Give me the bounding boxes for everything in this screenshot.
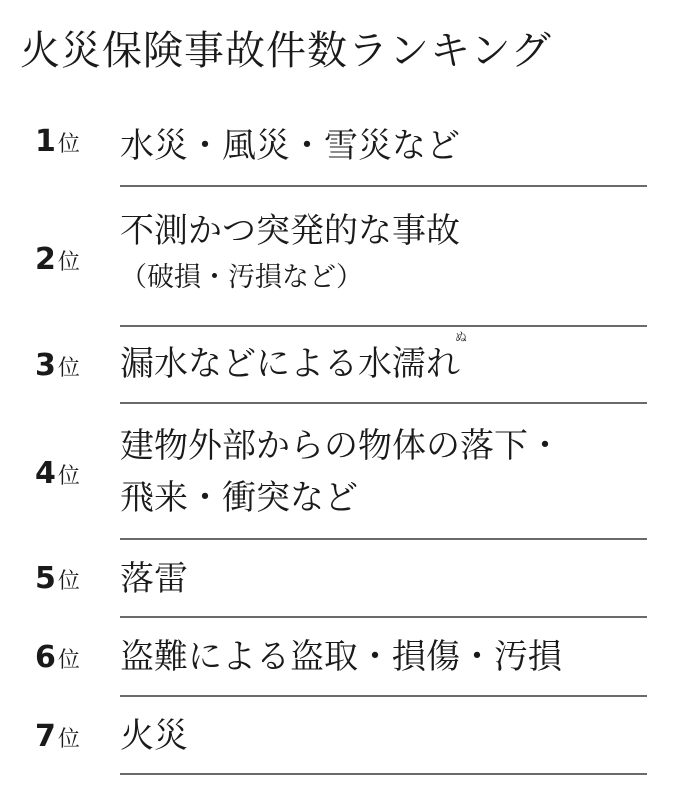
rank-number: 2 (35, 242, 56, 277)
rank-3-label: 漏水などによる水濡れ (120, 344, 460, 384)
rank-suffix: 位 (57, 648, 80, 673)
divider (120, 538, 647, 540)
rank-suffix: 位 (57, 727, 80, 752)
rank-5-label: 落雷 (120, 559, 188, 599)
rank-number: 1 (35, 124, 56, 159)
divider (120, 695, 647, 697)
ruby-annotation: ぬ (455, 330, 468, 344)
divider (120, 325, 647, 327)
rank-6 (35, 640, 80, 675)
rank-number: 3 (35, 348, 56, 383)
rank-1 (35, 124, 80, 159)
rank-2-label: 不測かつ突発的な事故 (120, 211, 460, 251)
divider (120, 616, 647, 618)
rank-suffix: 位 (57, 569, 80, 594)
rank-1-label: 水災・風災・雪災など (120, 126, 460, 166)
rank-2 (35, 242, 80, 277)
divider (120, 185, 647, 187)
rank-4-label-line-2: 飛来・衝突など (120, 478, 358, 518)
rank-number: 4 (35, 456, 56, 491)
rank-7-label: 火災 (120, 716, 188, 756)
rank-6-label: 盗難による盗取・損傷・汚損 (120, 637, 562, 677)
rank-7 (35, 719, 80, 754)
rank-number: 5 (35, 561, 56, 596)
divider (120, 402, 647, 404)
page-title: 火災保険事故件数ランキング (20, 28, 552, 74)
rank-4 (35, 456, 80, 491)
rank-suffix: 位 (57, 464, 80, 489)
rank-number: 6 (35, 640, 56, 675)
rank-3 (35, 348, 80, 383)
divider (120, 773, 647, 775)
rank-number: 7 (35, 719, 56, 754)
rank-suffix: 位 (57, 132, 80, 157)
rank-2-sublabel: （破損・汚損など） (120, 262, 363, 293)
rank-5 (35, 561, 80, 596)
rank-4-label-line-1: 建物外部からの物体の落下・ (120, 426, 562, 466)
rank-suffix: 位 (57, 250, 80, 275)
rank-suffix: 位 (57, 356, 80, 381)
